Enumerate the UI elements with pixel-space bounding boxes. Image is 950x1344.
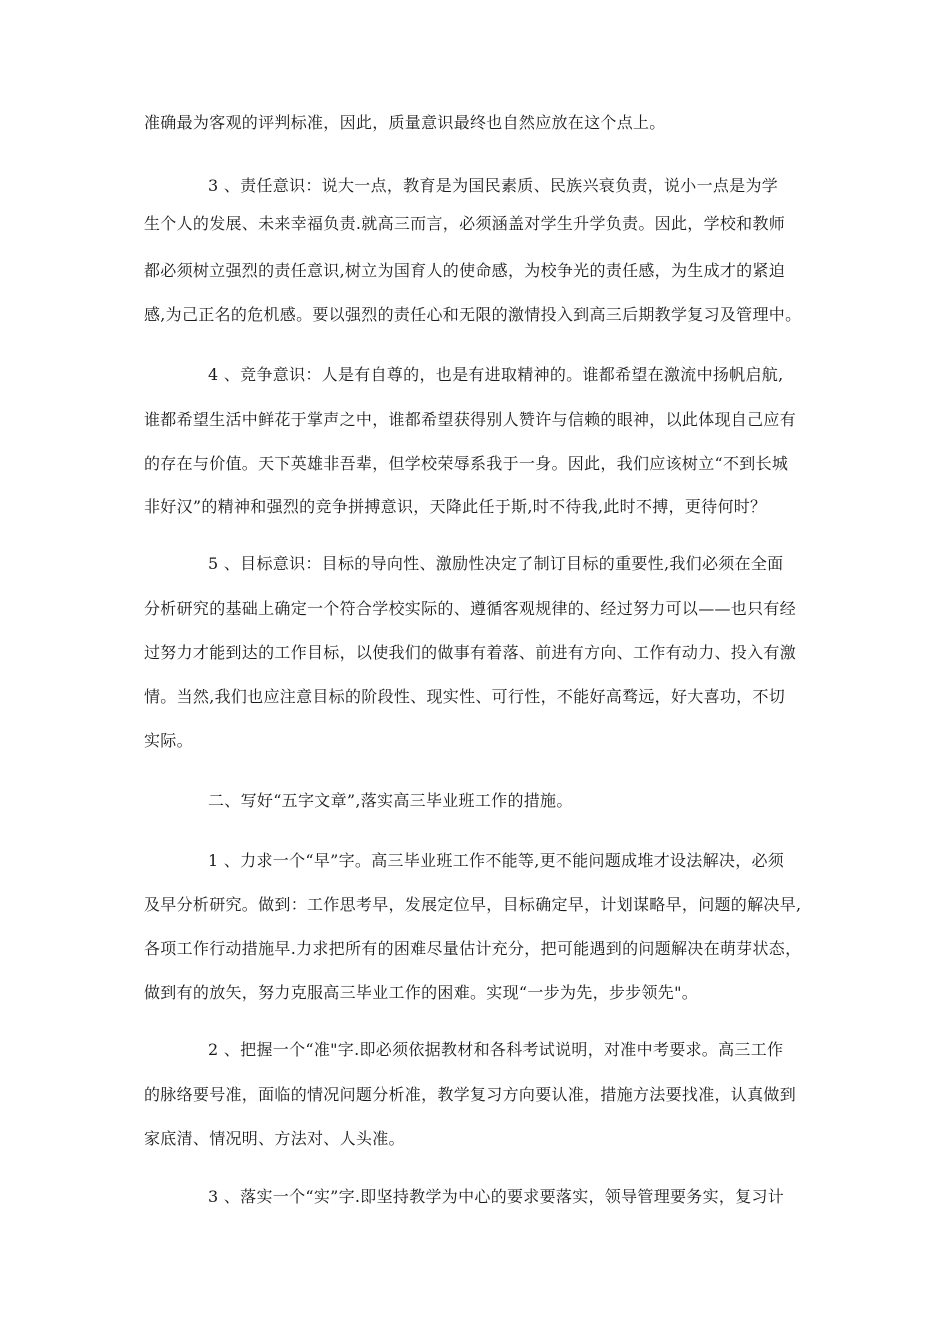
text-line: 非好汉”的精神和强烈的竞争拼搏意识，天降此任于斯,时不待我,此时不搏，更待何时？	[144, 497, 767, 516]
text-line: 准确最为客观的评判标准，因此，质量意识最终也自然应放在这个点上。	[144, 113, 666, 132]
text-line: 的存在与价值。天下英雄非吾辈，但学校荣辱系我于一身。因此，我们应该树立“不到长城	[144, 454, 789, 473]
text-line: 各项工作行动措施早.力求把所有的困难尽量估计充分，把可能遇到的问题解决在萌芽状态，	[144, 939, 802, 958]
text-line: 生个人的发展、未来幸福负责.就高三而言，必须涵盖对学生升学负责。因此，学校和教师	[144, 214, 786, 233]
text-line: 5 、目标意识：目标的导向性、激励性决定了制订目标的重要性,我们必须在全面	[208, 554, 784, 573]
text-line: 感,为己正名的危机感。要以强烈的责任心和无限的激情投入到高三后期教学复习及管理中。	[144, 305, 802, 324]
text-line: 都必须树立强烈的责任意识,树立为国育人的使命感，为校争光的责任感，为生成才的紧迫	[144, 261, 786, 280]
text-line: 3 、责任意识：说大一点，教育是为国民素质、民族兴衰负责，说小一点是为学	[208, 176, 779, 195]
text-line: 分析研究的基础上确定一个符合学校实际的、遵循客观规律的、经过努力可以——也只有经	[144, 599, 797, 618]
text-line: 4 、竞争意识：人是有自尊的，也是有进取精神的。谁都希望在激流中扬帆启航,	[208, 365, 784, 384]
text-line: 情。当然,我们也应注意目标的阶段性、现实性、可行性，不能好高骛远，好大喜功，不切	[144, 687, 786, 706]
text-line: 实际。	[144, 731, 193, 750]
text-line: 做到有的放矢，努力克服高三毕业工作的困难。实现“一步为先，步步领先"。	[144, 983, 699, 1002]
text-line: 谁都希望生活中鲜花于掌声之中，谁都希望获得别人赞许与信赖的眼神，以此体现自己应有	[144, 410, 797, 429]
text-line: 二、写好“五字文章”,落实高三毕业班工作的措施。	[208, 791, 573, 810]
text-line: 3 、落实一个“实”字.即坚持教学为中心的要求要落实，领导管理要务实，复习计	[208, 1187, 785, 1206]
text-line: 及早分析研究。做到：工作思考早，发展定位早，目标确定早，计划谋略早，问题的解决早,	[144, 895, 802, 914]
text-line: 过努力才能到达的工作目标，以使我们的做事有着落、前进有方向、工作有动力、投入有激	[144, 643, 797, 662]
text-line: 家底清、情况明、方法对、人头准。	[144, 1129, 405, 1148]
text-line: 的脉络要号准，面临的情况问题分析准，教学复习方向要认准，措施方法要找准，认真做到	[144, 1085, 797, 1104]
text-line: 1 、力求一个“早”字。高三毕业班工作不能等,更不能问题成堆才设法解决，必须	[208, 851, 785, 870]
text-line: 2 、把握一个“准"字.即必须依据教材和各科考试说明，对准中考要求。高三工作	[208, 1040, 784, 1059]
